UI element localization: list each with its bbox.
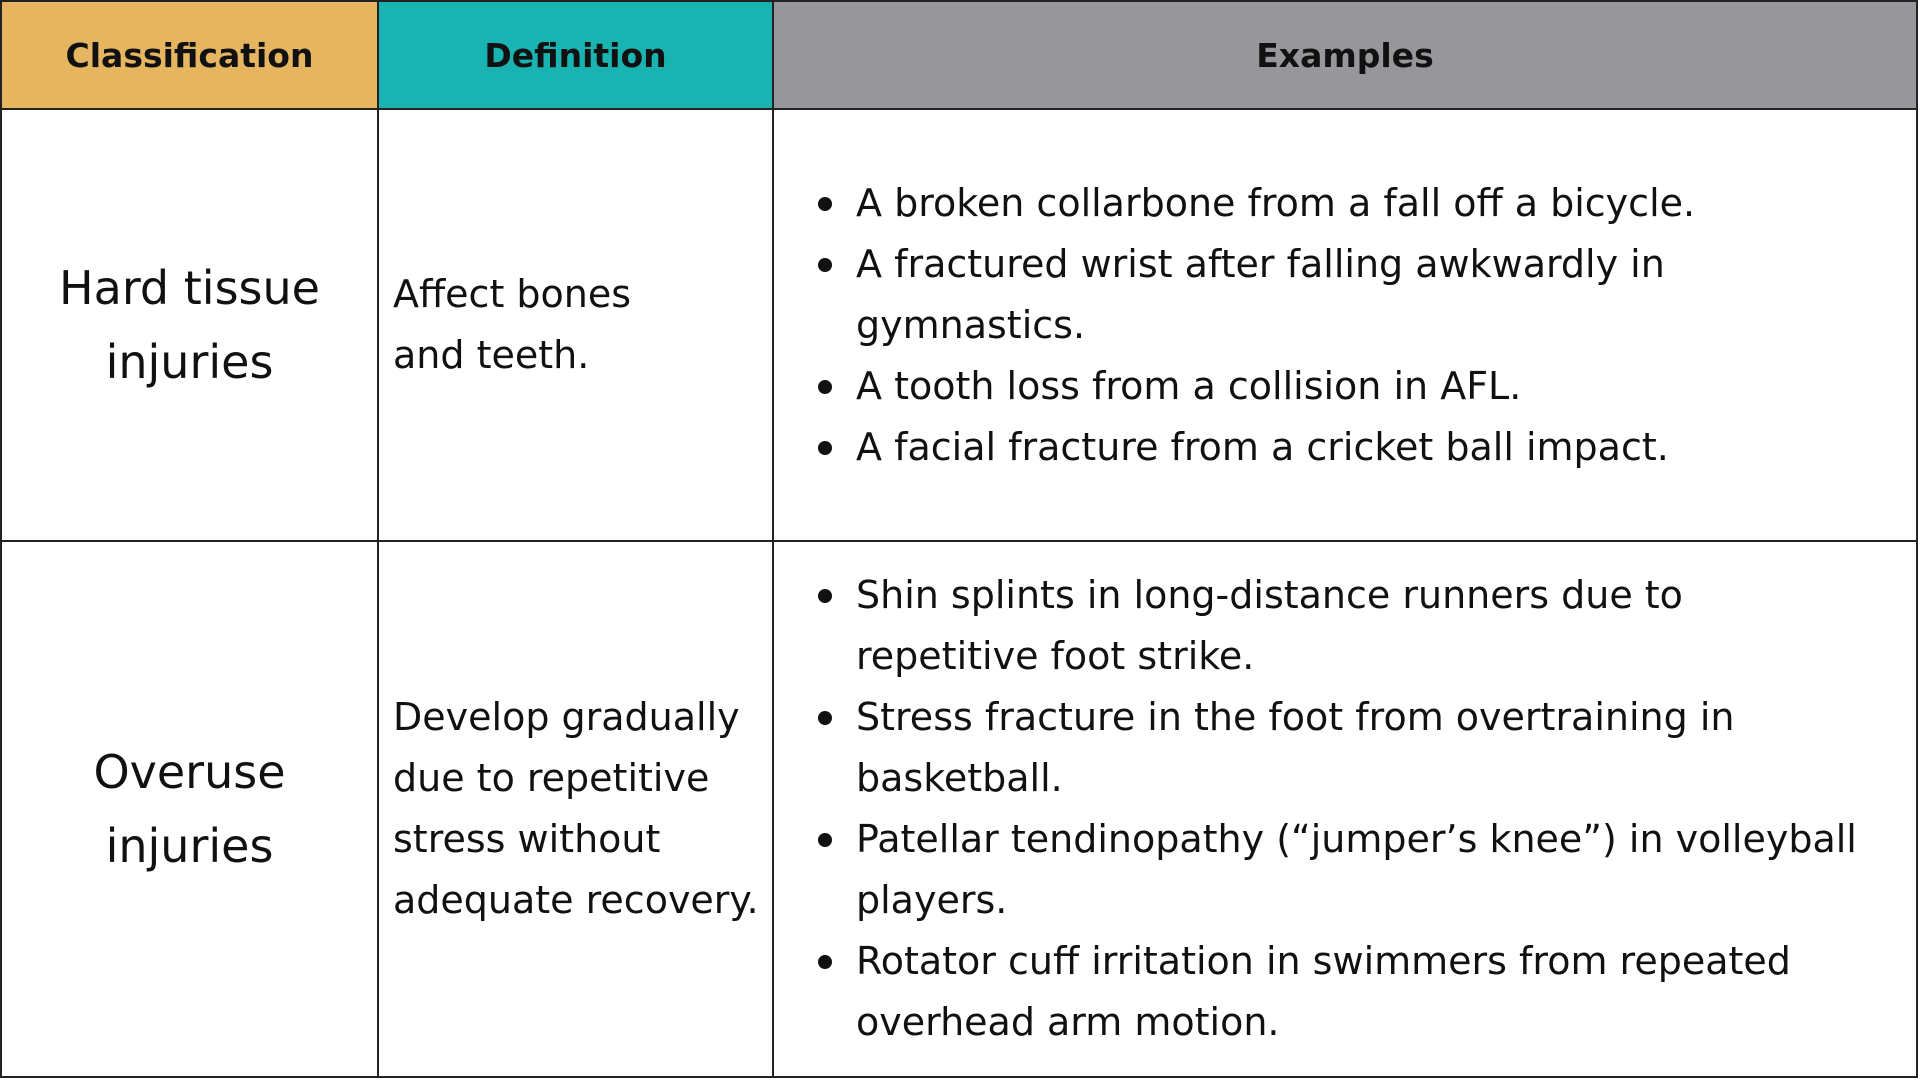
- bullet-icon: [818, 833, 832, 847]
- classification-line: injuries: [105, 819, 274, 873]
- examples-list: [814, 565, 1864, 1053]
- classification-line: injuries: [105, 335, 274, 389]
- bullet-icon: [818, 589, 832, 603]
- example-text: Rotator cuff irritation in swimmers from repeated overhead arm motion.: [856, 939, 1791, 1044]
- list-item: [814, 234, 1902, 356]
- classification-text: [59, 251, 320, 399]
- classification-line: Overuse: [93, 745, 286, 799]
- bullet-icon: [818, 197, 832, 211]
- example-text: A broken collarbone from a fall off a bicycle.: [856, 180, 1696, 225]
- header-examples: Examples: [774, 2, 1916, 110]
- definition-cell: [379, 110, 774, 542]
- header-classification: Classification: [2, 2, 379, 110]
- list-item: [814, 931, 1864, 1053]
- definition-cell: [379, 542, 774, 1076]
- header-definition: Definition: [379, 2, 774, 110]
- list-item: [814, 687, 1864, 809]
- list-item: [814, 565, 1864, 687]
- list-item: [814, 356, 1902, 417]
- definition-text: Affect bones and teeth.: [393, 272, 632, 377]
- bullet-icon: [818, 441, 832, 455]
- example-text: Patellar tendinopathy (“jumper’s knee”) in volleyball players.: [856, 817, 1857, 922]
- examples-list: [814, 173, 1902, 478]
- example-text: A tooth loss from a collision in AFL.: [856, 363, 1522, 408]
- example-text: A fractured wrist after falling awkwardly in gymnastics.: [856, 241, 1665, 347]
- classification-cell: [2, 542, 379, 1076]
- bullet-icon: [818, 258, 832, 272]
- example-text: A facial fracture from a cricket ball impact.: [856, 424, 1669, 469]
- classification-text: [93, 735, 285, 883]
- example-text: Shin splints in long-distance runners due to repetitive foot strike.: [856, 573, 1683, 678]
- examples-cell: [774, 110, 1916, 542]
- examples-cell: [774, 542, 1916, 1076]
- definition-text: Develop gradually due to repetitive stress without adequate recovery.: [393, 695, 759, 922]
- list-item: [814, 809, 1864, 931]
- classification-cell: [2, 110, 379, 542]
- list-item: [814, 173, 1902, 234]
- bullet-icon: [818, 711, 832, 725]
- bullet-icon: [818, 380, 832, 394]
- bullet-icon: [818, 955, 832, 969]
- list-item: [814, 417, 1902, 478]
- classification-line: Hard tissue: [59, 261, 320, 315]
- example-text: Stress fracture in the foot from overtraining in basketball.: [856, 695, 1735, 800]
